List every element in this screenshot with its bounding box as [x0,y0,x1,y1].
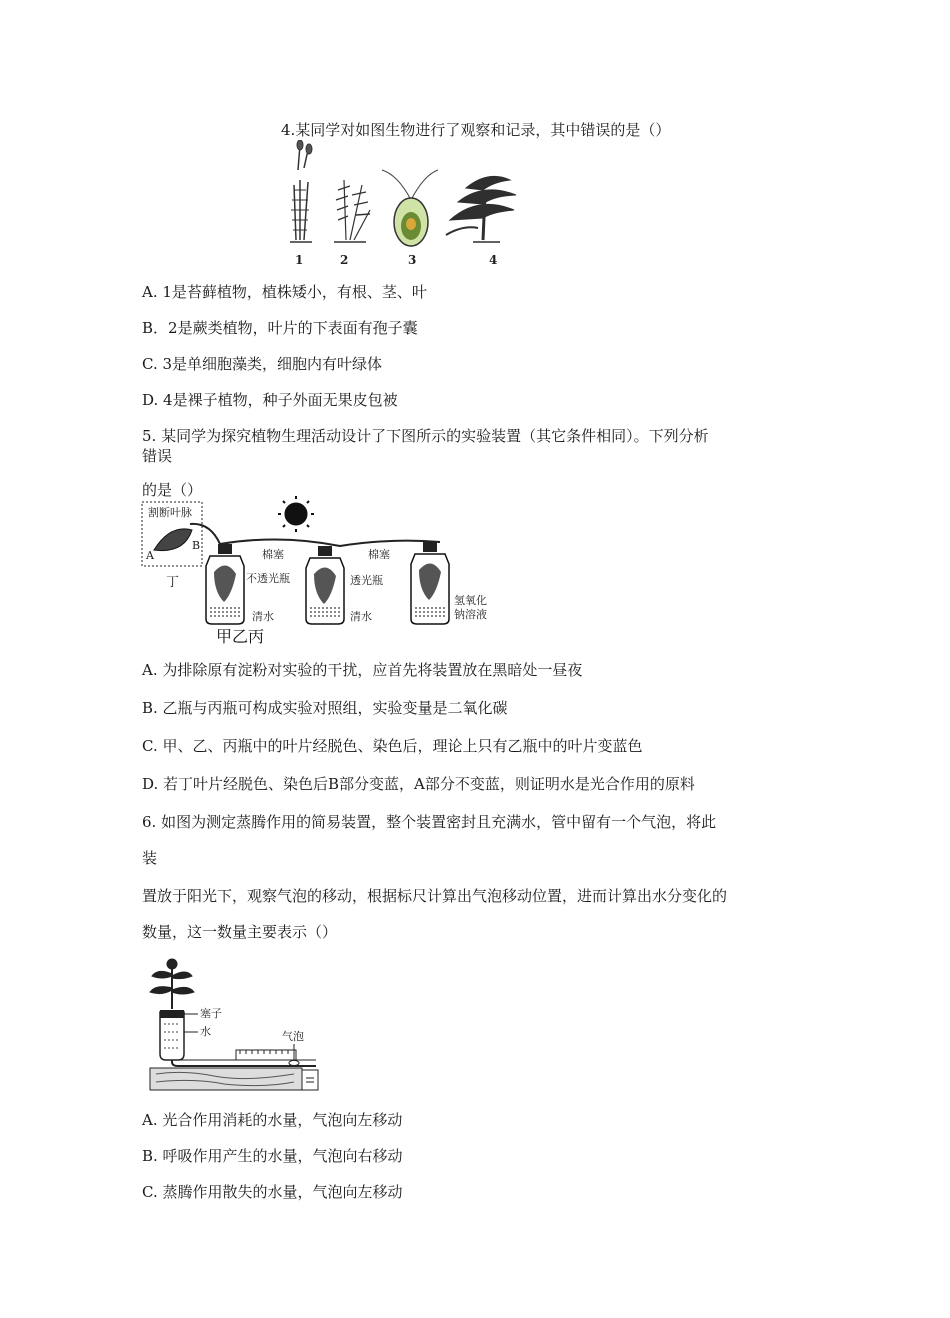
label-ding: 丁 [166,575,180,590]
leaf-ding-drawing [154,529,192,551]
q5-stem-line1: 5. 某同学为探究植物生理活动设计了下图所示的实验装置（其它条件相同）。下列分析 [142,427,709,445]
q6-option-b: B. 呼吸作用产生的水量，气泡向右移动 [142,1147,403,1165]
naoh-label-1: 氢氧化 [454,594,487,607]
bubble-label: 气泡 [282,1030,304,1043]
test-tube [160,1012,184,1060]
scale-ruler [236,1050,296,1060]
naoh-label-2: 钠溶液 [454,608,487,621]
q4-figure [278,140,528,268]
q4-stem: 4.某同学对如图生物进行了观察和记录，其中错误的是（） [281,121,671,139]
water-label: 水 [200,1025,211,1038]
bottle-jia [206,544,244,624]
q6-stem-line4: 数量，这一数量主要表示（） [142,923,338,941]
air-bubble [289,1061,299,1066]
q4-option-d: D. 4是裸子植物，种子外面无果皮包被 [142,391,398,409]
fig-label-1: 1 [295,253,304,267]
q4-option-a: A. 1是苔藓植物，植株矮小，有根、茎、叶 [142,283,427,301]
cotton-label-1: 棉塞 [262,548,284,561]
pine-tree-drawing [446,176,516,242]
q6-stem-line1: 6. 如图为测定蒸腾作用的简易装置，整个装置密封且充满水，管中留有一个气泡，将此 [142,813,717,831]
q5-option-b: B. 乙瓶与丙瓶可构成实验对照组，实验变量是二氧化碳 [142,699,508,717]
q5-option-a: A. 为排除原有淀粉对实验的干扰，应首先将装置放在黑暗处一昼夜 [142,661,583,679]
q6-transpiration-figure [144,954,329,1094]
q5-experiment-figure [140,494,510,650]
fig-label-3: 3 [408,253,417,267]
stopper-label: 塞子 [200,1007,222,1020]
cut-vein-label: 割断叶脉 [148,506,192,519]
q5-stem-line3: 的是（） [142,481,203,499]
opaque-label: 不透光瓶 [246,572,290,585]
q4-option-c: C. 3是单细胞藻类，细胞内有叶绿体 [142,355,383,373]
cotton-label-2: 棉塞 [368,548,390,561]
transparent-label: 透光瓶 [350,574,383,587]
fern-plant-drawing [334,180,370,242]
stopper-block [160,1010,184,1018]
water-label-2: 清水 [350,610,372,623]
plant-drawing [150,959,194,1009]
q4-option-b: B．2是蕨类植物，叶片的下表面有孢子囊 [142,319,418,337]
q6-option-c: C. 蒸腾作用散失的水量，气泡向左移动 [142,1183,403,1201]
bottle-names-label: 甲乙丙 [216,627,265,646]
bottle-bing [411,542,449,624]
end-cup [302,1070,318,1090]
q5-option-d: D. 若丁叶片经脱色、染色后B部分变蓝，A部分不变蓝，则证明水是光合作用的原料 [142,775,695,793]
bottle-yi [306,546,344,624]
q6-stem-line3: 置放于阳光下，观察气泡的移动，根据标尺计算出气泡移动位置，进而计算出水分变化的 [142,887,728,905]
fig-label-4: 4 [489,253,498,267]
plant-stem-line [190,524,440,546]
moss-plant-drawing [290,140,312,242]
sun-icon [278,496,314,532]
label-b: B [192,539,201,552]
water-lines [164,1024,180,1048]
wood-base [150,1068,302,1090]
q5-option-c: C. 甲、乙、丙瓶中的叶片经脱色、染色后，理论上只有乙瓶中的叶片变蓝色 [142,737,643,755]
q5-stem-line2: 错误 [142,447,173,465]
water-label-1: 清水 [252,610,274,623]
fig-label-2: 2 [340,253,349,267]
q6-option-a: A. 光合作用消耗的水量，气泡向左移动 [142,1111,403,1129]
label-a: A [146,549,154,562]
q6-stem-line2: 装 [142,849,158,867]
alga-cell-drawing [382,170,438,246]
